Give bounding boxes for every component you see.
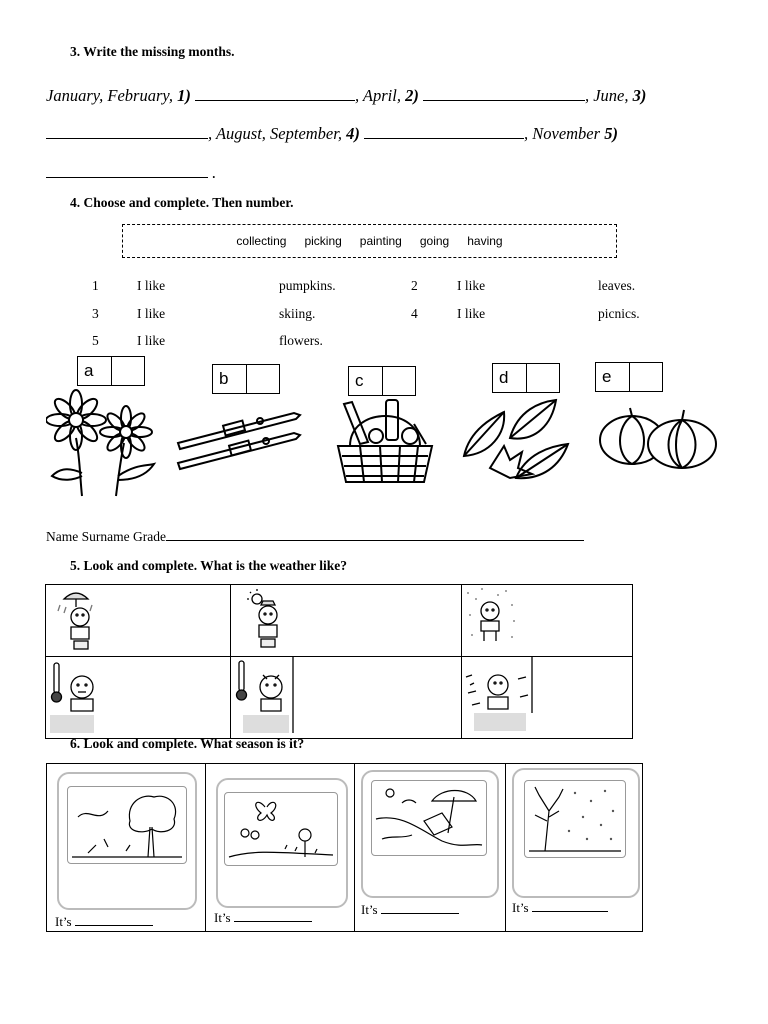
flowers-icon [46, 388, 162, 498]
sentence-number: 3 [92, 306, 99, 321]
section3-heading: 3. Write the missing months. [70, 44, 235, 59]
answer-blank-5[interactable] [46, 163, 208, 178]
season-cell[interactable] [206, 764, 355, 932]
season-blank[interactable] [234, 910, 312, 922]
season-cell[interactable] [355, 764, 506, 932]
weather-cell[interactable] [231, 585, 462, 657]
cold-icon [46, 657, 106, 733]
letter-box-e [595, 362, 663, 392]
letter-box-c [348, 366, 416, 396]
number-answer-box[interactable] [246, 365, 279, 393]
sentence-number: 5 [92, 333, 99, 348]
word-bank-item: going [419, 234, 450, 248]
season-blank[interactable] [532, 900, 608, 912]
season-answer [214, 910, 312, 926]
item-number: 2) [405, 86, 419, 105]
section6-heading: 6. Look and complete. What season is it? [70, 736, 305, 751]
photo-inner [524, 780, 626, 858]
photo-inner [371, 780, 487, 856]
sentence-end: leaves. [598, 278, 636, 293]
months-text: . [208, 163, 217, 182]
seasons-table [46, 763, 643, 932]
letter-label: d [499, 368, 509, 387]
season-cell[interactable] [506, 764, 643, 932]
sentence-number: 1 [92, 278, 99, 293]
its-label: It’s [55, 914, 72, 929]
weather-cell[interactable] [462, 657, 633, 739]
letter-label: a [84, 361, 94, 380]
weather-cell[interactable] [231, 657, 462, 739]
season-answer [512, 900, 608, 916]
item-number: 5) [604, 124, 618, 143]
skis-icon [174, 405, 304, 475]
weather-cell[interactable] [46, 585, 231, 657]
months-text: , April, [354, 86, 406, 105]
season-cell[interactable] [47, 764, 206, 932]
weather-table [45, 584, 633, 739]
pumpkins-icon [598, 406, 720, 470]
letter-box-b [212, 364, 280, 394]
months-text: , August, September, [208, 124, 347, 143]
sentence-start: I like [137, 306, 166, 321]
name-label: Name Surname Grade [46, 529, 166, 544]
sentence-start: I like [457, 278, 486, 293]
number-answer-box[interactable] [111, 357, 144, 385]
spring-scene-icon [225, 793, 337, 865]
word-bank-item: having [467, 234, 503, 248]
season-blank[interactable] [381, 902, 459, 914]
name-blank[interactable] [166, 529, 584, 541]
section4-heading: 4. Choose and complete. Then number. [70, 195, 294, 210]
item-number: 1) [177, 86, 191, 105]
picnic-basket-icon [330, 396, 440, 486]
letter-label: c [355, 371, 364, 390]
word-bank [122, 224, 617, 258]
sentence-end: picnics. [598, 306, 640, 321]
rainy-icon [46, 585, 106, 651]
windy-icon [462, 657, 538, 733]
sentence-end: flowers. [279, 333, 323, 348]
months-line-2 [46, 124, 618, 144]
winter-scene-icon [525, 781, 625, 857]
item-number: 3) [632, 86, 647, 105]
season-blank[interactable] [75, 914, 153, 926]
weather-cell[interactable] [462, 585, 633, 657]
months-text: , November [523, 124, 605, 143]
sunny-icon [231, 585, 291, 651]
number-answer-box[interactable] [526, 364, 559, 392]
letter-label: b [219, 369, 229, 388]
section5-heading: 5. Look and complete. What is the weather like? [70, 558, 348, 573]
sentence-number: 4 [411, 306, 418, 321]
letter-label: e [602, 367, 612, 386]
autumn-scene-icon [68, 787, 186, 863]
photo-inner [67, 786, 187, 864]
answer-blank-2[interactable] [423, 86, 585, 101]
answer-blank-1[interactable] [195, 86, 355, 101]
weather-cell[interactable] [46, 657, 231, 739]
season-answer [55, 914, 153, 930]
sentence-end: pumpkins. [279, 278, 336, 293]
name-line [46, 529, 584, 545]
number-answer-box[interactable] [382, 367, 415, 395]
item-number: 4) [346, 124, 360, 143]
season-answer [361, 902, 459, 918]
sentence-start: I like [137, 333, 166, 348]
number-answer-box[interactable] [629, 363, 662, 391]
summer-scene-icon [372, 781, 486, 855]
word-bank-item: collecting [236, 234, 287, 248]
word-bank-item: picking [304, 234, 342, 248]
letter-box-a [77, 356, 145, 386]
hot-icon [231, 657, 301, 733]
sentence-end: skiing. [279, 306, 316, 321]
months-text: , June, [584, 86, 633, 105]
answer-blank-3[interactable] [46, 124, 208, 139]
months-line-1 [46, 86, 646, 106]
snowy-icon [462, 585, 522, 651]
its-label: It’s [361, 902, 378, 917]
answer-blank-4[interactable] [364, 124, 524, 139]
sentence-start: I like [137, 278, 166, 293]
months-text: January, February, [46, 86, 178, 105]
leaves-icon [460, 398, 572, 482]
its-label: It’s [512, 900, 529, 915]
photo-inner [224, 792, 338, 866]
sentence-number: 2 [411, 278, 418, 293]
word-bank-item: painting [359, 234, 402, 248]
months-line-3 [46, 163, 216, 183]
sentence-start: I like [457, 306, 486, 321]
letter-box-d [492, 363, 560, 393]
its-label: It’s [214, 910, 231, 925]
